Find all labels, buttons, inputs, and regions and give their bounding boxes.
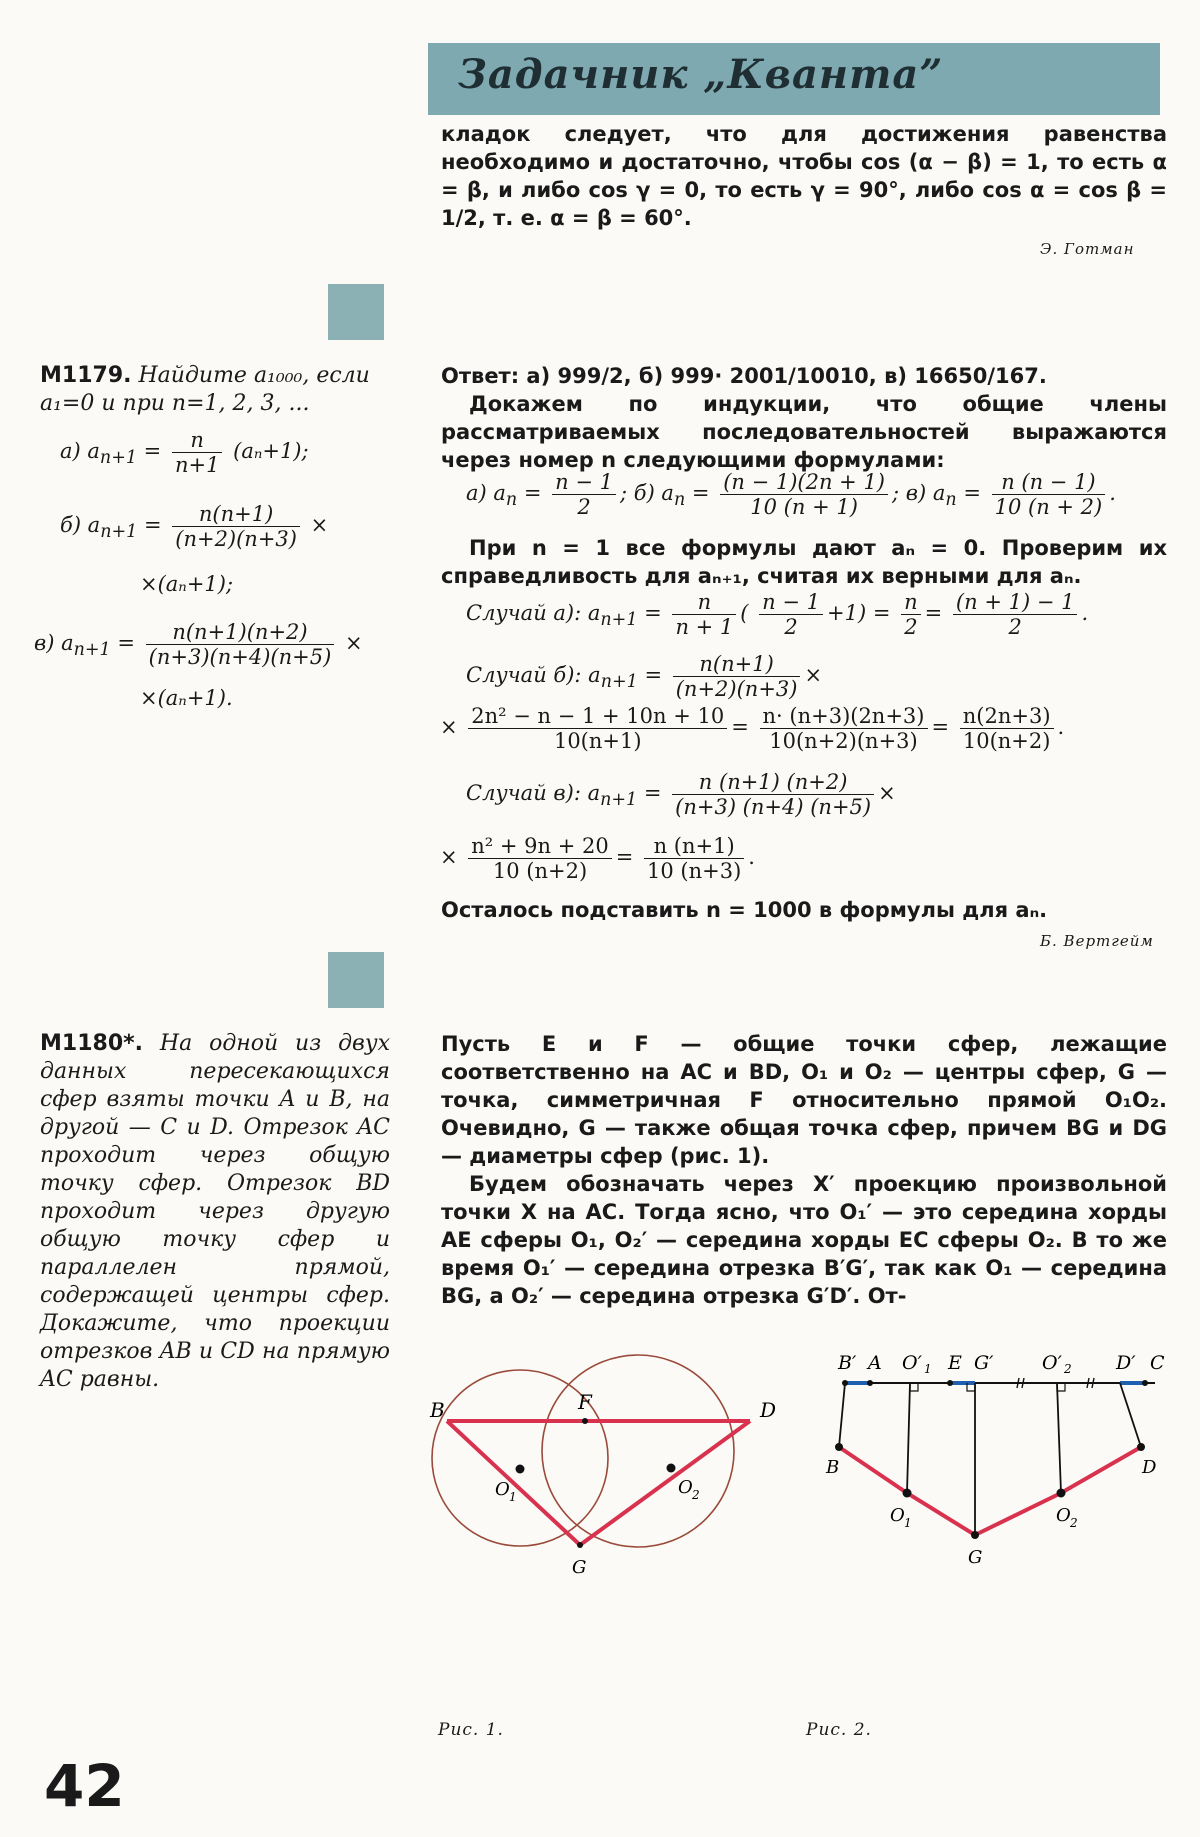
fraction-numerator: n(n+1) <box>673 652 801 677</box>
figure-2-caption: Рис. 2. <box>806 1720 872 1740</box>
figure-1-caption: Рис. 1. <box>438 1720 504 1740</box>
problem-code: M1179. <box>40 363 132 388</box>
case-v-equation-2: × $\frac{\text{n² + 9n + 20}}{10 (n+2)}$ = $\frac{n (n+1)}{10 (n+3)}$ . <box>440 834 755 883</box>
problem-code: M1180*. <box>40 1031 143 1056</box>
figure-2 <box>820 1345 1180 1605</box>
fraction-numerator: n <box>672 590 736 615</box>
point-G <box>577 1542 583 1548</box>
fraction-denominator: 2 <box>784 615 798 639</box>
fraction-numerator: n <box>172 428 222 453</box>
figure-1 <box>420 1345 820 1605</box>
fraction-denominator: 10 (n+3) <box>647 859 742 883</box>
conclusion-line: Осталось подставить n = 1000 в формулы для aₙ. <box>441 898 1048 922</box>
label-O1-sub: 1 <box>509 1490 517 1504</box>
fraction-numerator: n (n − 1) <box>992 470 1106 495</box>
fraction-denominator: 10(n+1) <box>553 729 642 753</box>
perp-O1 <box>907 1383 910 1493</box>
page-number: 42 <box>44 1752 125 1820</box>
tick-mark <box>1022 1378 1024 1388</box>
label-O1-prime-sub: 1 <box>924 1362 932 1376</box>
answer-line: Ответ: а) 999/2, б) 999· 2001/10010, в) 16650/167. <box>441 364 1047 388</box>
label-G: G <box>572 1557 587 1578</box>
fraction-denominator: 10 (n+2) <box>492 859 588 883</box>
recurrence-label: в) a <box>34 631 74 655</box>
fraction-numerator: n (n+1) <box>644 834 744 859</box>
label-O1-prime: O′ <box>902 1352 922 1374</box>
journal-section-title: Задачник „Кванта” <box>458 51 944 98</box>
segments-BG-GD <box>447 1421 750 1545</box>
fraction-denominator: n+1 <box>174 453 220 477</box>
section-marker <box>328 952 384 1008</box>
previous-solution-text: кладок следует, что для достижения равенства необходимо и достаточно, чтобы cos (α − β) = 1, то есть α = β, и либо cos γ = 0, то есть γ = 90°, либо cos α = cos β = 1/2, т. е. α = β = 60°. <box>441 122 1167 230</box>
fraction-denominator: 10 (n + 2) <box>994 495 1103 519</box>
label-D: D <box>760 1398 777 1422</box>
label-O2-prime: O′ <box>1042 1352 1062 1374</box>
case-label: Случай б): <box>466 663 582 687</box>
solution-m1179-end <box>441 896 1167 924</box>
fraction-numerator: n² + 9n + 20 <box>468 834 611 859</box>
solution-m1179-base <box>441 534 1167 590</box>
label-F: F <box>578 1390 592 1414</box>
fraction-denominator: (n+3)(n+4)(n+5) <box>148 645 332 669</box>
label-D: D <box>1142 1457 1157 1478</box>
recurrence-tail: (aₙ+1); <box>233 439 309 463</box>
fraction-denominator: 2 <box>1008 615 1022 639</box>
point-F <box>582 1418 588 1424</box>
label-O1-sub: 1 <box>904 1516 912 1530</box>
label-E: E <box>948 1352 962 1374</box>
solution-paragraph-1: Пусть E и F — общие точки сфер, лежащие соответственно на AC и BD, O₁ и O₂ — центры сфер, G — точка, симметричная F относительно прямой O₁O₂. Очевидно, G — также общая точка сфер, причем BG и DG — диаметры сфер (рис. 1). <box>441 1032 1167 1168</box>
case-a-equation: Случай а): $a_{n+1}$ = $\frac{n}{n + 1}$ ( $\frac{n - 1}{2}$ +1) = $\frac{n}{2}$ = $\frac{(n + 1) - 1}{2}$ . <box>466 590 1089 639</box>
problem-statement: Найдите a₁₀₀₀, если a₁=0 и при n=1, 2, 3, ... <box>40 363 370 416</box>
tick-mark <box>1087 1378 1089 1388</box>
fraction-numerator: (n − 1)(2n + 1) <box>720 470 888 495</box>
previous-solution <box>441 120 1167 232</box>
recurrence-b: б) $a_{n+1}$ = $\frac{n(n+1)}{(n+2)(n+3)}$ × <box>60 502 329 551</box>
problem-m1179 <box>40 362 390 418</box>
solution-m1179-intro <box>441 362 1167 474</box>
perp-O2 <box>1057 1383 1061 1493</box>
recurrence-b-cont: ×(aₙ+1); <box>140 572 234 596</box>
fraction-denominator: 2 <box>904 615 918 639</box>
base-case-paragraph: При n = 1 все формулы дают aₙ = 0. Проверим их справедливость для aₙ₊₁, считая их верными для aₙ. <box>441 536 1167 588</box>
recurrence-label: б) a <box>60 513 101 537</box>
label-O2: O <box>1056 1505 1071 1526</box>
previous-solution-author: Э. Готман <box>1040 240 1135 258</box>
point-O1 <box>903 1489 912 1498</box>
problem-m1180 <box>40 1030 390 1394</box>
perp-B <box>839 1383 845 1447</box>
fraction-denominator: 10 (n + 1) <box>750 495 858 519</box>
point-O1 <box>516 1465 525 1474</box>
fraction-denominator: 2 <box>577 495 591 519</box>
general-formulas: а) $a_n$ = $\frac{n - 1}{2}$ ; б) $a_n$ = $\frac{(n - 1)(2n + 1)}{10 (n + 1)}$ ; в) $a_n$ = $\frac{n (n - 1)}{10 (n + 2)}$ . <box>466 470 1116 519</box>
fraction-denominator: (n+2)(n+3) <box>175 527 297 551</box>
fraction-numerator: n· (n+3)(2n+3) <box>760 704 928 729</box>
case-v-equation-1: Случай в): $a_{n+1}$ = $\frac{n (n+1) (n+2)}{(n+3) (n+4) (n+5)}$ × <box>466 770 896 819</box>
case-b-equation-1: Случай б): $a_{n+1}$ = $\frac{n(n+1)}{(n+2)(n+3)}$ × <box>466 652 823 701</box>
fraction-numerator: n − 1 <box>552 470 616 495</box>
fraction-numerator: n(2n+3) <box>960 704 1054 729</box>
label-B-prime: B′ <box>838 1352 857 1374</box>
fraction-numerator: n − 1 <box>759 590 823 615</box>
fraction-denominator: n + 1 <box>675 615 734 639</box>
label-O1: O <box>890 1505 905 1526</box>
tick-mark <box>1017 1378 1019 1388</box>
fraction-denominator: (n+2)(n+3) <box>675 677 798 701</box>
point-C <box>1142 1380 1148 1386</box>
label-O2-prime-sub: 2 <box>1064 1362 1072 1376</box>
label-O2-sub: 2 <box>692 1488 700 1502</box>
label-B: B <box>826 1457 840 1478</box>
point-B-prime <box>842 1380 848 1386</box>
fraction-numerator: 2n² − n − 1 + 10n + 10 <box>468 704 727 729</box>
fraction-denominator: 10(n+2) <box>962 729 1051 753</box>
case-label: Случай в): <box>466 781 581 805</box>
point-O2 <box>667 1464 676 1473</box>
tick-mark <box>1092 1378 1094 1388</box>
point-G <box>971 1531 979 1539</box>
label-B: B <box>430 1398 445 1422</box>
right-angle-O2 <box>1057 1383 1065 1391</box>
label-O2: O <box>678 1477 693 1498</box>
fraction-numerator: (n + 1) − 1 <box>953 590 1078 615</box>
fraction-denominator: (n+3) (n+4) (n+5) <box>675 795 872 819</box>
recurrence-v-cont: ×(aₙ+1). <box>140 686 233 710</box>
case-b-equation-2: × $\frac{\text{2n² − n − 1 + 10n + 10}}{10(n+1)}$ = $\frac{n\cdot (n+3)(2n+3)}{10(n+2)(n+3)}$ = $\frac{n(2n+3)}{10(n+2)}$ . <box>440 704 1065 753</box>
solution-m1179-author: Б. Вертгейм <box>1040 932 1154 950</box>
sphere-2-circle <box>542 1355 734 1547</box>
recurrence-a: а) $a_{n+1}$ = $\frac{n}{n+1}$ (aₙ+1); <box>60 428 309 477</box>
recurrence-tail: × <box>344 631 363 655</box>
recurrence-label: а) a <box>60 439 100 463</box>
fraction-numerator: n <box>901 590 921 615</box>
perp-D <box>1120 1383 1141 1447</box>
label-G: G <box>968 1547 983 1568</box>
case-label: Случай а): <box>466 601 582 625</box>
label-D-prime: D′ <box>1116 1352 1136 1374</box>
label-A: A <box>868 1352 882 1374</box>
header-banner <box>428 43 1160 115</box>
recurrence-tail: × <box>310 513 329 537</box>
label-O1: O <box>495 1479 510 1500</box>
point-B <box>835 1443 843 1451</box>
fraction-numerator: n(n+1) <box>172 502 300 527</box>
broken-line-BGD <box>839 1447 1141 1535</box>
problem-statement: На одной из двух данных пересекающихся сфер взяты точки A и B, на другой — C и D. Отрезок AC проходит через общую точку сфер. Отрезок BD проходит через другую общую точку сфер и параллелен прямой, содержащей центры сфер. Докажите, что проекции отрезков AB и CD на прямую AC равны. <box>40 1031 390 1392</box>
right-angle-O1 <box>910 1383 918 1391</box>
fraction-numerator: n (n+1) (n+2) <box>672 770 874 795</box>
label-C: C <box>1150 1352 1165 1374</box>
label-G-prime: G′ <box>974 1352 994 1374</box>
section-marker <box>328 284 384 340</box>
point-E <box>947 1380 953 1386</box>
solution-paragraph-2: Будем обозначать через X′ проекцию произвольной точки X на AC. Тогда ясно, что O₁′ — это середина хорды AE сферы O₁, O₂′ — середина хорды EC сферы O₂. В то же время O₁′ — середина отрезка B′G′, так как O₁ — середина BG, а O₂′ — середина отрезка G′D′. От- <box>441 1172 1167 1308</box>
label-O2-sub: 2 <box>1070 1516 1078 1530</box>
fraction-denominator: 10(n+2)(n+3) <box>769 729 918 753</box>
solution-m1180 <box>441 1030 1167 1310</box>
point-A <box>867 1380 873 1386</box>
recurrence-v: в) $a_{n+1}$ = $\frac{n(n+1)(n+2)}{(n+3)(n+4)(n+5)}$ × <box>34 620 363 669</box>
induction-paragraph: Докажем по индукции, что общие члены рассматриваемых последовательностей выражаются через номер n следующими формулами: <box>441 392 1167 472</box>
point-O2 <box>1057 1489 1066 1498</box>
point-D <box>1137 1443 1145 1451</box>
fraction-numerator: n(n+1)(n+2) <box>146 620 335 645</box>
